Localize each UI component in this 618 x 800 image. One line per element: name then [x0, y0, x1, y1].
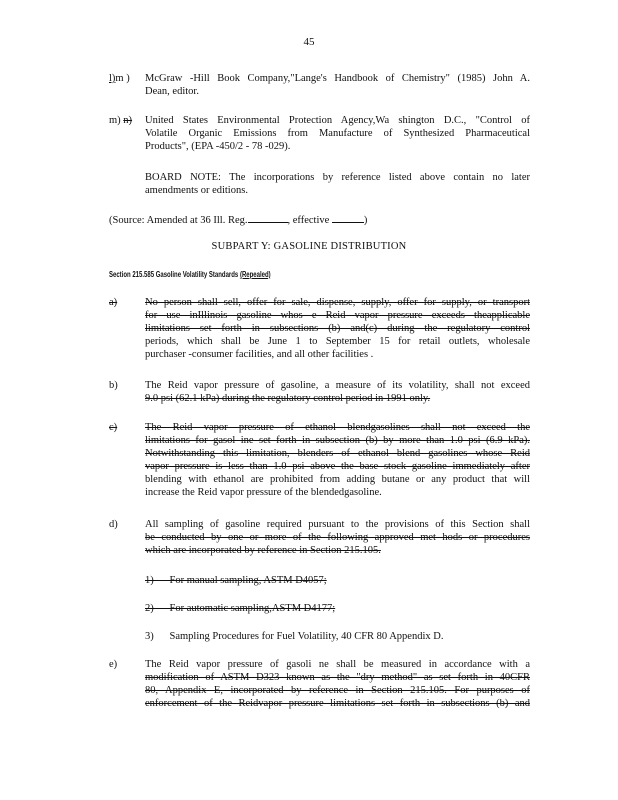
- para-a-line-5: purchaser -consumer facilities, and all other facilities .: [145, 349, 374, 360]
- para-b-line-1: The Reid vapor pressure of gasoline, a measure of its volatility, shall not exceed: [145, 380, 530, 391]
- source-reg-blank: [248, 212, 288, 223]
- para-c-struck-3: Notwithstanding this limitation, blenders of ethanol blend gasolines whose Reid: [145, 448, 530, 459]
- source-suffix: ): [363, 215, 368, 226]
- para-d-struck-1: be conducted by one or more of the following approved met hods or procedures: [145, 532, 530, 543]
- source-prefix: (Source: Amended at 36 Ill. Reg.: [109, 215, 248, 226]
- para-e-text: [145, 658, 530, 710]
- para-d-item-3: 3) Sampling Procedures for Fuel Volatility, 40 CFR 80 Appendix D.: [145, 631, 444, 642]
- source-middle: , effective: [287, 215, 330, 226]
- para-a-line-4: periods, which shall be June 1 to September 15 for retail outlets, wholesale: [145, 336, 530, 347]
- para-a-struck-1: No person shall sell, offer for sale, dispense, supply, offer for supply, or transport: [145, 297, 530, 308]
- para-d-struck-2: which are incorporated by reference in Section 215.105.: [145, 545, 381, 556]
- para-c-struck-2: limitations for gasol ine set forth in subsection (b) by more than 1.0 psi (6.9 kPa).: [145, 435, 530, 446]
- para-c-struck-4: vapor pressure is less than 1.0 psi above the base stock gasoline immediately after: [145, 461, 530, 472]
- section-heading-repealed: (Repealed): [239, 270, 271, 279]
- para-e-struck-1: modification of ASTM D323 known as the "dry method" as set forth in 40CFR: [145, 672, 530, 683]
- board-note-line-2: amendments or editions.: [145, 185, 248, 196]
- para-d-line-1: All sampling of gasoline required pursuant to the provisions of this Section shall: [145, 519, 530, 530]
- para-d-item-2: 2) For automatic sampling,ASTM D4177;: [145, 603, 336, 614]
- para-d-item-1: 1) For manual sampling, ASTM D4057;: [145, 575, 327, 586]
- para-a-struck-3: limitations set forth in subsections (b) and(c) during the regulatory control: [145, 323, 530, 334]
- ref-l-line-2: Dean, editor.: [145, 86, 199, 97]
- para-e-label: e): [109, 659, 118, 670]
- ref-l-line-1: McGraw -Hill Book Company,"Lange's Handbook of Chemistry" (1985) John A.: [145, 73, 530, 84]
- para-b-text: [145, 379, 530, 405]
- para-e-line-1: The Reid vapor pressure of gasoli ne shall be measured in accordance with a: [145, 659, 530, 670]
- para-c-text: [145, 421, 530, 499]
- ref-m-line-3: Products", (EPA -450/2 - 78 -029).: [145, 141, 291, 152]
- para-a-struck-2: for use inIllinois gasoline whos e Reid vapor pressure exceeds theapplicable: [145, 310, 530, 321]
- para-a-label: a): [109, 297, 118, 308]
- para-d-text: [145, 518, 530, 557]
- ref-m-line-1: United States Environmental Protection Agency,Wa shington D.C., "Control of: [145, 115, 530, 126]
- source-date-blank: [332, 212, 364, 223]
- ref-l-label: l)m ): [109, 73, 130, 84]
- para-e-struck-3: enforcement of the Reidvapor pressure limitations set forth in subsections (b) and: [145, 698, 530, 709]
- para-a-text: [145, 296, 530, 361]
- section-heading: [109, 268, 271, 281]
- subpart-title: SUBPART Y: GASOLINE DISTRIBUTION: [211, 241, 407, 252]
- para-c-struck-1: The Reid vapor pressure of ethanol blendgasolines shall not exceed the: [145, 422, 530, 433]
- para-b-label: b): [109, 380, 118, 391]
- para-c-line-6: increase the Reid vapor pressure of the blendedgasoline.: [145, 487, 382, 498]
- ref-m-line-2: Volatile Organic Emissions from Manufacture of Synthesized Pharmaceutical: [145, 128, 530, 139]
- board-note: [145, 171, 530, 197]
- section-heading-prefix: Section 215.585 Gasoline Volatility Standards: [109, 270, 239, 279]
- para-e-struck-2: 80, Appendix E, incorporated by reference in Section 215.105. For purposes of: [145, 685, 530, 696]
- para-b-struck-1: 9.0 psi (62.1 kPa) during the regulatory control period in 1991 only.: [145, 393, 431, 404]
- board-note-line-1: BOARD NOTE: The incorporations by reference listed above contain no later: [145, 172, 530, 183]
- source-note: [109, 212, 367, 227]
- para-c-label: c): [109, 422, 118, 433]
- ref-l-text: [145, 72, 530, 98]
- ref-m-label: m) n): [109, 115, 133, 126]
- ref-m-text: [145, 114, 530, 153]
- para-d-label: d): [109, 519, 118, 530]
- para-c-line-5: blending with ethanol are prohibited from adding butane or any product that will: [145, 474, 530, 485]
- page-number: 45: [303, 36, 315, 48]
